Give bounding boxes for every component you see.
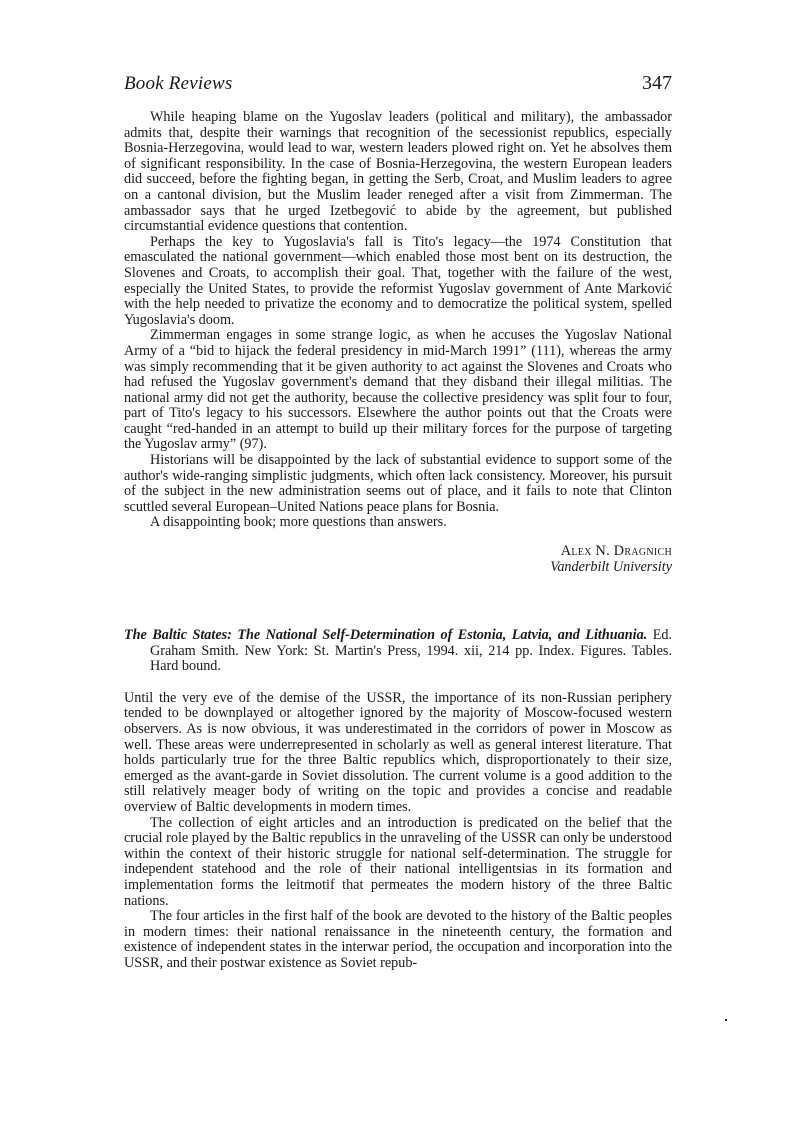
scan-speck [725, 1019, 727, 1021]
reviewer-name: Alex N. Dragnich [560, 543, 672, 560]
book-citation [124, 628, 672, 675]
running-head [124, 72, 672, 104]
review-paragraph: Perhaps the key to Yugoslavia's fall is Tito's legacy—the 1974 Constitution that emasculated the national government—which enabled those most bent on its destruction, the Slovenes and Croats, to accomplish their goal. That, together with the failure of the west, especially the United States, to provide the reformist Yugoslav government of Ante Marković with the help needed to privatize the economy and to democratize the political system, spelled Yugoslavia's doom. [124, 233, 672, 328]
review-paragraph: While heaping blame on the Yugoslav leaders (political and military), the ambassador admits that, despite their warnings that recognition of the secessionist republics, especially Bosnia-Herzegovina, would lead to war, western leaders plowed right on. Yet he absolves them of significant responsibility. In the case of Bosnia-Herzegovina, the western European leaders did succeed, before the fighting began, in getting the Serb, Croat, and Muslim leaders to agree on a cantonal division, but the Muslim leader reneged after a visit from Zimmerman. The ambassador says that he urged Izetbegović to abide by the agreement, but published circumstantial evidence questions that contention. [124, 109, 672, 235]
review-paragraph: A disappointing book; more questions than answers. [150, 514, 447, 531]
book-details: Ed. Graham Smith. New York: St. Martin's Press, 1994. xii, 214 pp. Index. Figures. Tables. Hard bound. [150, 627, 673, 675]
running-title: Book Reviews [124, 73, 233, 94]
journal-page [124, 72, 672, 972]
reviewer-signature [124, 543, 672, 575]
review-paragraph: Zimmerman engages in some strange logic, as when he accuses the Yugoslav National Army of a “bid to hijack the federal presidency in mid-March 1991” (111), whereas the army was simply recommending that it be given authority to act against the Slovenes and Croats who had refused the Yugoslav government's demand that they disband their illegal militias. The national army did not get the authority, because the collective presidency was split four to four, part of Tito's legacy to his successors. Elsewhere the author points out that the Croats were caught “red-handed in an attempt to build up their military forces for the purpose of targeting the Yugoslav army” (97). [124, 327, 672, 453]
review-baltic-states [124, 691, 672, 972]
review-paragraph: The collection of eight articles and an introduction is predicated on the belief that the crucial role played by the Baltic republics in the unraveling of the USSR can only be understood within the context of their historic struggle for national self-determination. The struggle for independent statehood and the role of their national intelligentsias in its formation and implementation forms the leitmotif that permeates the modern history of the three Baltic nations. [124, 814, 672, 909]
reviewer-affiliation: Vanderbilt University [550, 559, 672, 576]
review-paragraph: Until the very eve of the demise of the USSR, the importance of its non-Russian periphery tended to be downplayed or altogether ignored by the majority of Moscow-focused western observers. As is now obvious, it was underestimated in the corridors of power in Moscow as well. These areas were underrepresented in scholarly as well as general interest literature. That holds particularly true for the three Baltic republics which, disproportionately to their size, emerged as the avant-garde in Soviet dissolution. The current volume is a good addition to the still relatively meager body of writing on the topic and provides a concise and readable overview of Baltic developments in modern times. [124, 689, 672, 815]
review-paragraph: Historians will be disappointed by the lack of substantial evidence to support some of the author's wide-ranging simplistic judgments, which often lack consistency. Moreover, his pursuit of the subject in the new administration seems out of place, and it fails to note that Clinton scuttled several European–United Nations peace plans for Bosnia. [124, 452, 672, 515]
review-yugoslavia [124, 110, 672, 575]
page-number: 347 [642, 72, 672, 94]
review-paragraph: The four articles in the first half of the book are devoted to the history of the Baltic peoples in modern times: their national renaissance in the nineteenth century, the formation and existence of independent states in the interwar period, the occupation and incorporation into the USSR, and their postwar existence as Soviet repub- [124, 908, 672, 971]
book-title: The Baltic States: The National Self-Determination of Estonia, Latvia, and Lithuania. [124, 627, 648, 644]
